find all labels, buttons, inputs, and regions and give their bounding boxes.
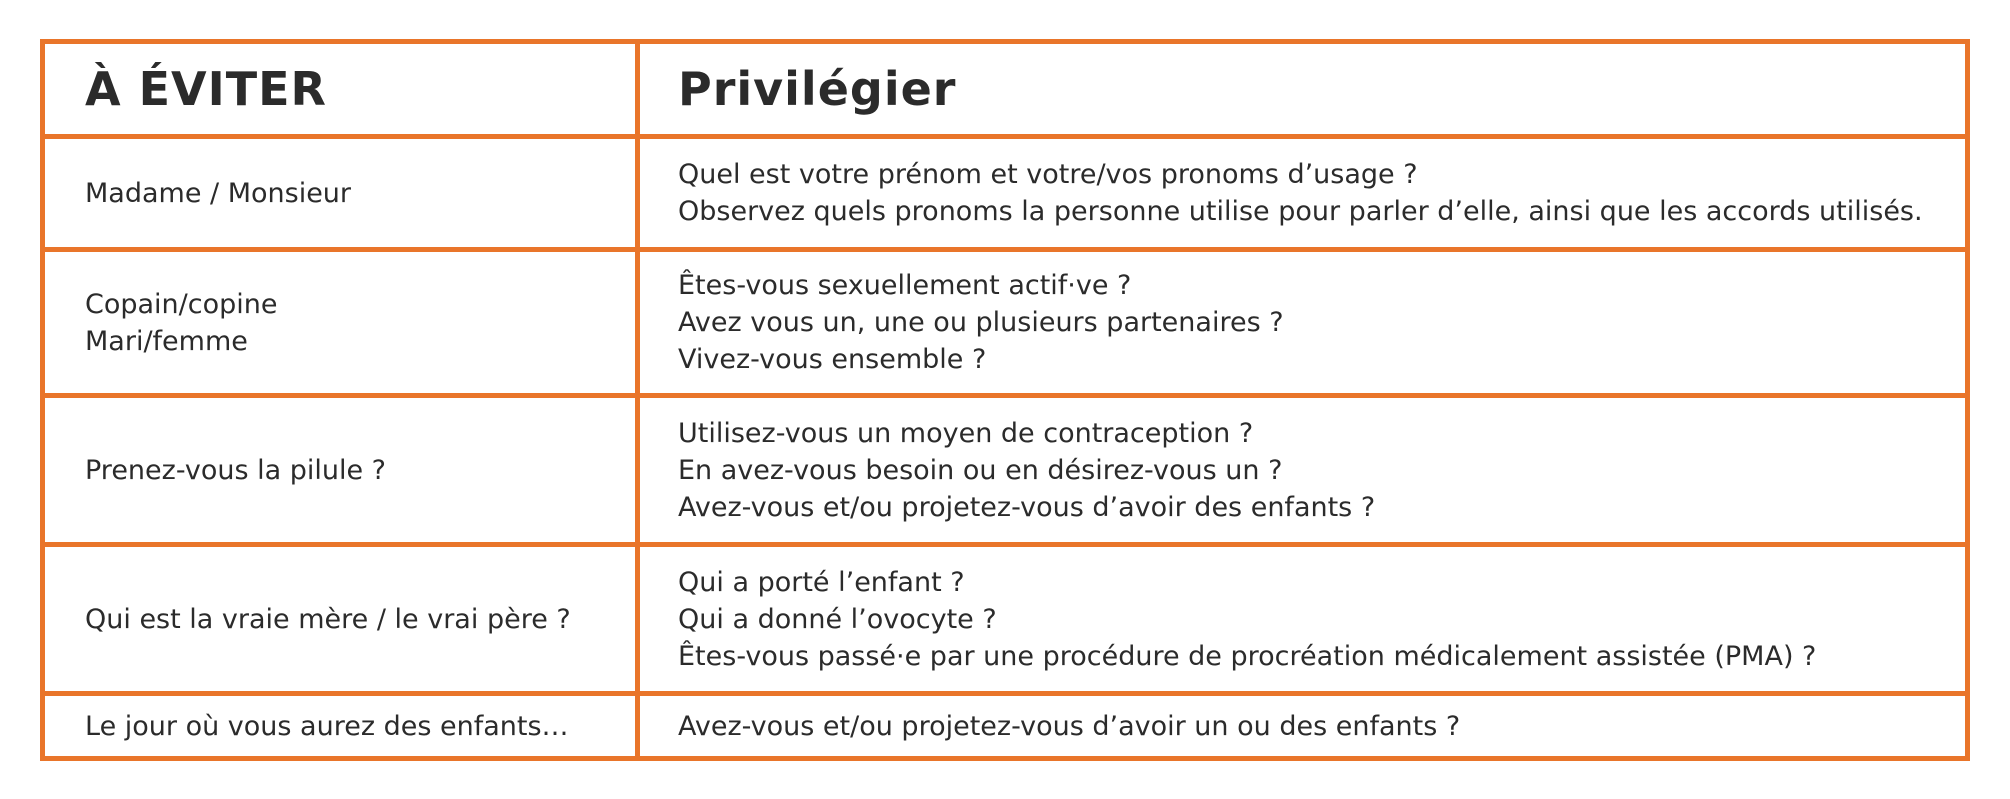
prefer-cell-2	[640, 252, 1965, 393]
comparison-table	[40, 39, 1970, 761]
prefer-cell-1	[640, 139, 1965, 247]
prefer-cell-5	[640, 696, 1965, 756]
prefer-line: Vivez-vous ensemble ?	[678, 344, 987, 375]
prefer-cell-3	[640, 398, 1965, 542]
prefer-line: Qui a porté l’enfant ?	[678, 566, 965, 598]
prefer-line: Avez-vous et/ou projetez-vous d’avoir des enfants ?	[678, 491, 1376, 523]
header-prefer: Privilégier	[678, 62, 957, 116]
prefer-line: Observez quels pronoms la personne utilise pour parler d’elle, ainsi que les accords utilisés.	[678, 196, 1923, 227]
prefer-line: Êtes-vous sexuellement actif·ve ?	[678, 270, 1132, 301]
avoid-cell-1	[45, 139, 635, 247]
prefer-line: Avez vous un, une ou plusieurs partenaires ?	[678, 307, 1284, 338]
prefer-line: Quel est votre prénom et votre/vos pronoms d’usage ?	[678, 159, 1418, 190]
avoid-cell-2	[45, 252, 635, 393]
avoid-line: Copain/copine	[85, 288, 278, 320]
avoid-line: Madame / Monsieur	[85, 177, 352, 209]
prefer-line: Utilisez-vous un moyen de contraception ?	[678, 417, 1254, 449]
header-avoid: À ÉVITER	[85, 62, 327, 116]
header-cell-prefer	[640, 44, 1965, 134]
prefer-line: Avez-vous et/ou projetez-vous d’avoir un ou des enfants ?	[678, 710, 1461, 742]
avoid-line: Mari/femme	[85, 325, 248, 357]
prefer-line: Êtes-vous passé·e par une procédure de procréation médicalement assistée (PMA) ?	[678, 640, 1817, 672]
prefer-line: Qui a donné l’ovocyte ?	[678, 603, 997, 635]
prefer-line: En avez-vous besoin ou en désirez-vous un ?	[678, 454, 1283, 486]
avoid-cell-3	[45, 398, 635, 542]
header-cell-avoid	[45, 44, 635, 134]
avoid-line: Qui est la vraie mère / le vrai père ?	[85, 603, 571, 635]
avoid-line: Prenez-vous la pilule ?	[85, 454, 387, 486]
avoid-cell-4	[45, 547, 635, 691]
prefer-cell-4	[640, 547, 1965, 691]
avoid-cell-5	[45, 696, 635, 756]
avoid-line: Le jour où vous aurez des enfants…	[85, 710, 569, 742]
